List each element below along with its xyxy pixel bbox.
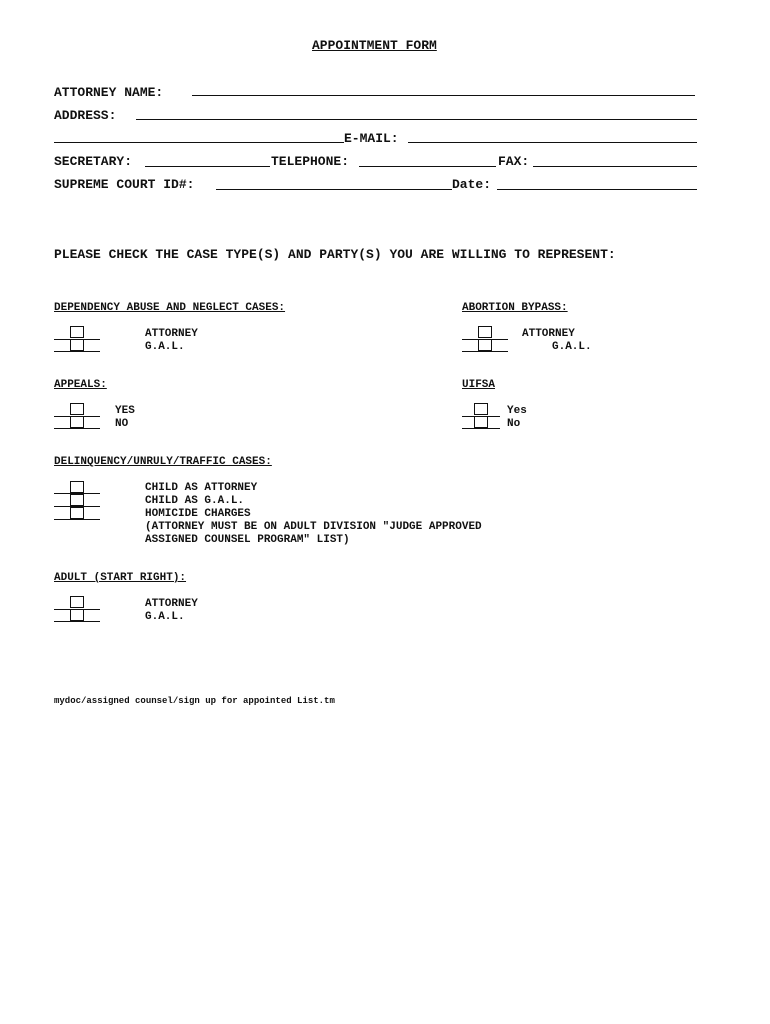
adult-attorney-label: ATTORNEY — [145, 598, 198, 610]
dependency-heading: DEPENDENCY ABUSE AND NEGLECT CASES: — [54, 302, 286, 314]
delinquency-child-gal-label: CHILD AS G.A.L. — [145, 495, 245, 507]
appeals-yes-label: YES — [115, 405, 135, 417]
fax-field[interactable] — [533, 166, 697, 167]
uifsa-yes-label: Yes — [507, 405, 527, 417]
appeals-yes-checkbox[interactable] — [70, 403, 84, 415]
instruction-text: PLEASE CHECK THE CASE TYPE(S) AND PARTY(S) YOU ARE WILLING TO REPRESENT: — [54, 247, 616, 262]
file-path-footer: mydoc/assigned counsel/sign up for appointed List.tm — [54, 696, 335, 706]
uifsa-no-checkbox[interactable] — [474, 416, 488, 428]
checkbox-rule — [54, 351, 100, 352]
fax-label: FAX: — [498, 154, 530, 169]
supreme-court-id-field[interactable] — [216, 189, 417, 190]
dependency-gal-label: G.A.L. — [145, 341, 185, 353]
delinquency-child-attorney-label: CHILD AS ATTORNEY — [145, 482, 258, 494]
delinquency-note-line-1: (ATTORNEY MUST BE ON ADULT DIVISION "JUDGE APPROVED — [145, 521, 482, 533]
dependency-attorney-label: ATTORNEY — [145, 328, 198, 340]
dependency-gal-checkbox[interactable] — [70, 339, 84, 351]
abortion-bypass-heading: ABORTION BYPASS: — [462, 302, 568, 314]
delinquency-child-attorney-checkbox[interactable] — [70, 481, 84, 493]
delinquency-note-line-2: ASSIGNED COUNSEL PROGRAM" LIST) — [145, 534, 350, 546]
uifsa-yes-checkbox[interactable] — [474, 403, 488, 415]
attorney-name-field[interactable] — [192, 95, 695, 96]
dependency-attorney-checkbox[interactable] — [70, 326, 84, 338]
address-label: ADDRESS: — [54, 108, 117, 123]
checkbox-rule — [462, 351, 508, 352]
attorney-name-label: ATTORNEY NAME: — [54, 85, 164, 100]
adult-gal-label: G.A.L. — [145, 611, 185, 623]
delinquency-heading: DELINQUENCY/UNRULY/TRAFFIC CASES: — [54, 456, 272, 468]
secretary-field[interactable] — [145, 166, 270, 167]
delinquency-homicide-checkbox[interactable] — [70, 507, 84, 519]
adult-attorney-checkbox[interactable] — [70, 596, 84, 608]
separator-line — [417, 189, 452, 190]
checkbox-rule — [54, 428, 100, 429]
abortion-attorney-label: ATTORNEY — [522, 328, 575, 340]
uifsa-heading: UIFSA — [462, 379, 496, 391]
appeals-heading: APPEALS: — [54, 379, 107, 391]
checkbox-rule — [54, 621, 100, 622]
delinquency-homicide-label: HOMICIDE CHARGES — [145, 508, 251, 520]
uifsa-no-label: No — [507, 418, 521, 430]
telephone-label: TELEPHONE: — [271, 154, 350, 169]
delinquency-child-gal-checkbox[interactable] — [70, 494, 84, 506]
appeals-no-checkbox[interactable] — [70, 416, 84, 428]
telephone-field[interactable] — [359, 166, 496, 167]
date-field[interactable] — [497, 189, 697, 190]
email-field[interactable] — [408, 142, 697, 143]
form-title: APPOINTMENT FORM — [312, 38, 437, 53]
abortion-gal-label: G.A.L. — [552, 341, 592, 353]
date-label: Date: — [452, 177, 492, 192]
abortion-gal-checkbox[interactable] — [478, 339, 492, 351]
supreme-court-id-label: SUPREME COURT ID#: — [54, 177, 195, 192]
checkbox-rule — [462, 428, 500, 429]
checkbox-rule — [54, 519, 100, 520]
secretary-label: SECRETARY: — [54, 154, 133, 169]
abortion-attorney-checkbox[interactable] — [478, 326, 492, 338]
appeals-no-label: NO — [115, 418, 129, 430]
adult-heading: ADULT (START RIGHT): — [54, 572, 187, 584]
address-line-2-field[interactable] — [54, 142, 344, 143]
adult-gal-checkbox[interactable] — [70, 609, 84, 621]
email-label: E-MAIL: — [344, 131, 399, 146]
address-field[interactable] — [136, 119, 697, 120]
